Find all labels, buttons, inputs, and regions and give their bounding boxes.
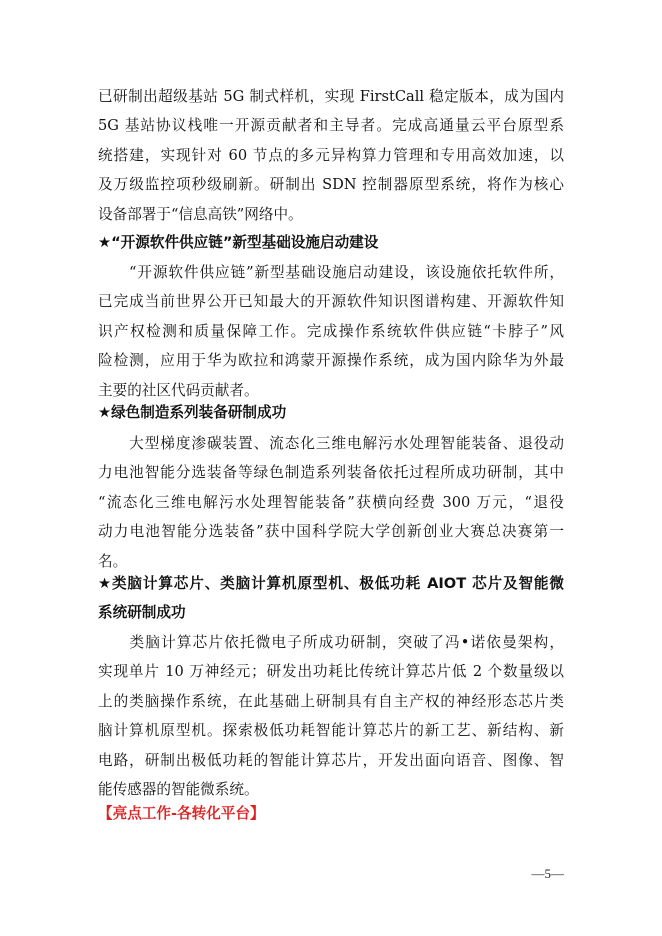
heading-highlight-platforms — [98, 805, 564, 823]
text-line: 电路，研制出极低功耗的智能计算芯片，开发出面向语音、图像、智 — [98, 751, 564, 769]
section-heading: ★类脑计算芯片、类脑计算机原型机、极低功耗 AIOT 芯片及智能微 — [98, 575, 564, 592]
text-line: 脑计算机原型机。探索极低功耗智能计算芯片的新工艺、新结构、新 — [98, 722, 564, 740]
text-line: 设备部署于“信息高铁”网络中。 — [98, 205, 303, 223]
paragraph-network-results — [98, 88, 564, 235]
text-line: 上的类脑操作系统，在此基础上研制具有自主产权的神经形态芯片类 — [98, 692, 564, 710]
heading-brain-inspired-chips — [98, 575, 564, 622]
text-line: “开源软件供应链”新型基础设施启动建设，该设施依托软件所， — [98, 264, 564, 281]
text-line: 及万级监控项秒级刷新。研制出 SDN 控制器原型系统，将作为核心 — [98, 176, 564, 194]
section-heading-continued: 系统研制成功 — [98, 604, 186, 621]
paragraph-green-manufacturing — [98, 435, 564, 582]
text-line: 识产权检测和质量保障工作。完成操作系统软件供应链“卡脖子”风 — [98, 322, 564, 340]
paragraph-brain-inspired-chips — [98, 634, 564, 810]
text-line: 实现单片 10 万神经元；研发出功耗比传统计算芯片低 2 个数量级以 — [98, 663, 564, 681]
text-line: 险检测，应用于华为欧拉和鸿蒙开源操作系统，成为国内除华为外最 — [98, 352, 564, 370]
heading-open-source-supply-chain — [98, 234, 564, 252]
section-heading: ★“开源软件供应链”新型基础设施启动建设 — [98, 234, 379, 251]
text-line: “流态化三维电解污水处理智能装备”获横向经费 300 万元，“退役 — [98, 493, 564, 511]
section-heading: ★绿色制造系列装备研制成功 — [98, 404, 287, 421]
paragraph-open-source-supply-chain — [98, 264, 564, 411]
text-line: 能传感器的智能微系统。 — [98, 780, 259, 798]
text-line: 主要的社区代码贡献者。 — [98, 381, 259, 399]
highlight-heading: 【亮点工作-各转化平台】 — [98, 805, 265, 822]
text-line: 5G 基站协议栈唯一开源贡献者和主导者。完成高通量云平台原型系 — [98, 117, 564, 135]
text-line: 动力电池智能分选装备”获中国科学院大学创新创业大赛总决赛第一 — [98, 523, 564, 541]
text-line: 统搭建，实现针对 60 节点的多元异构算力管理和专用高效加速，以 — [98, 146, 564, 164]
text-line: 力电池智能分选装备等绿色制造系列装备依托过程所成功研制，其中 — [98, 464, 564, 482]
text-line: 名。 — [98, 552, 128, 570]
text-line: 类脑计算芯片依托微电子所成功研制，突破了冯•诺依曼架构， — [98, 634, 564, 651]
text-line: 已研制出超级基站 5G 制式样机，实现 FirstCall 稳定版本，成为国内 — [98, 88, 564, 105]
text-line: 大型梯度渗碳装置、流态化三维电解污水处理智能装备、退役动 — [98, 435, 564, 452]
page-number: —5— — [531, 866, 564, 881]
text-line: 已完成当前世界公开已知最大的开源软件知识图谱构建、开源软件知 — [98, 293, 564, 311]
heading-green-manufacturing — [98, 404, 564, 422]
